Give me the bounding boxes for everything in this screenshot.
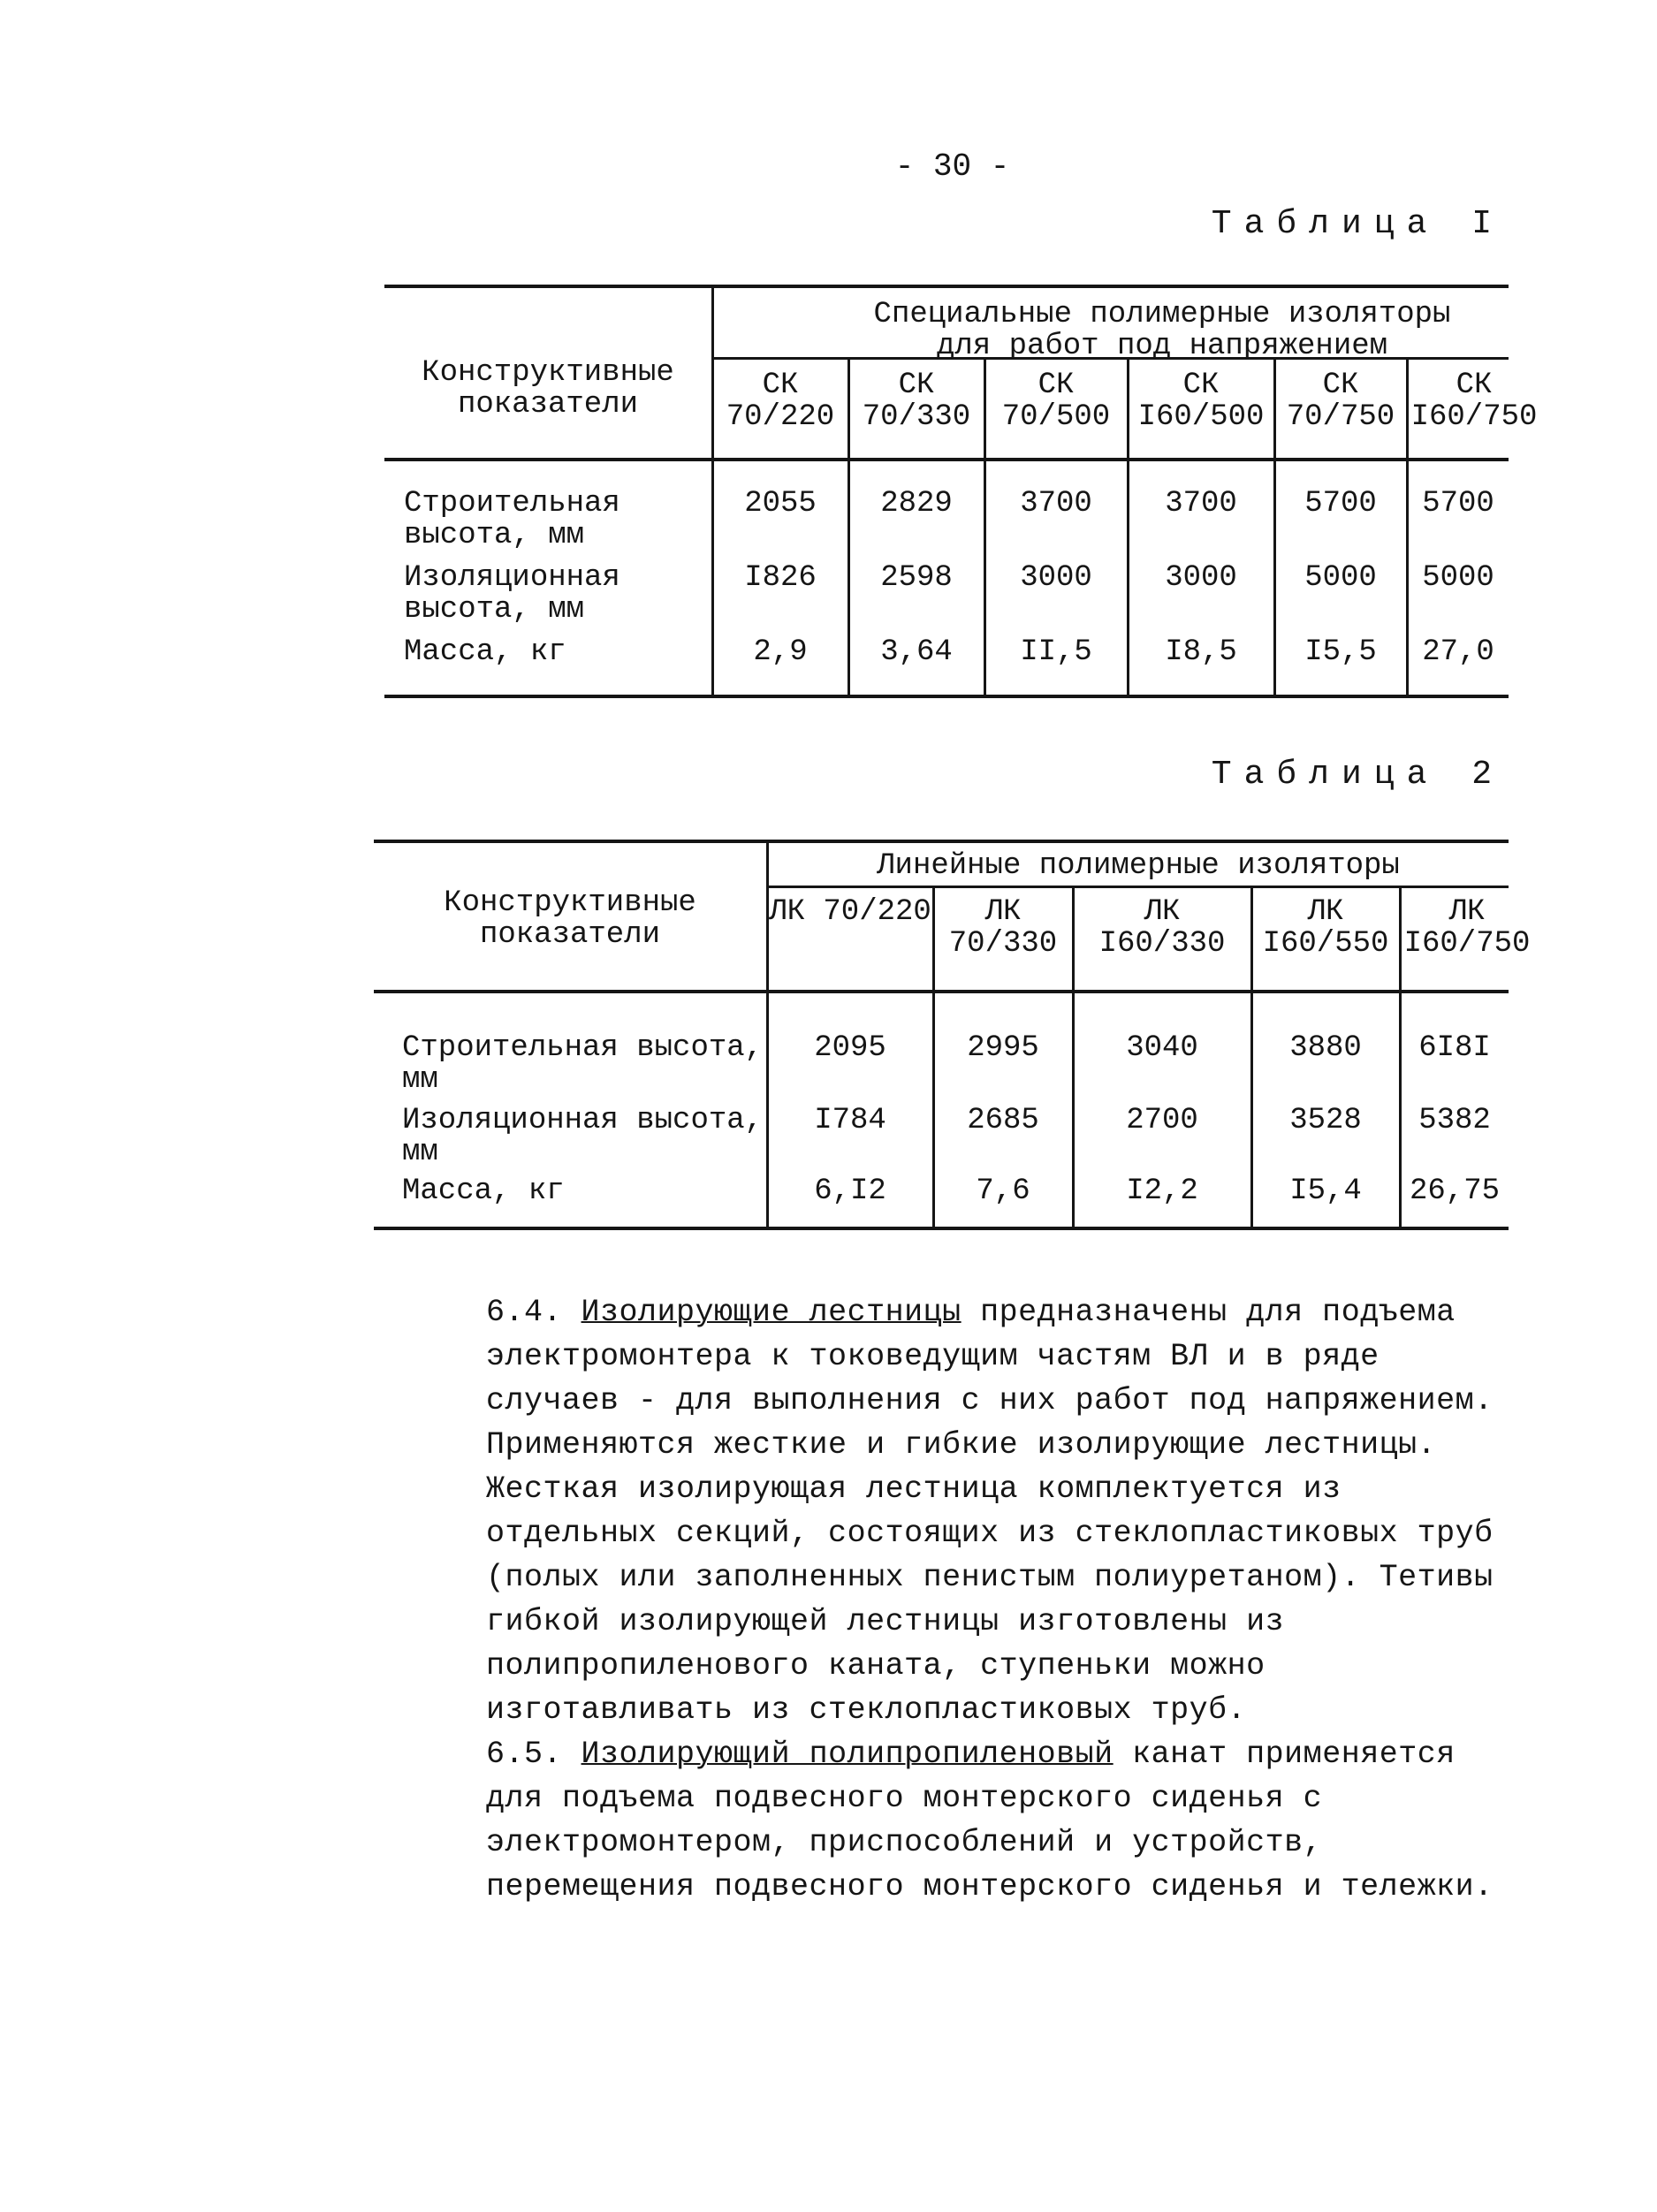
table1-cell: 5000 (1422, 561, 1494, 595)
table2-bottom-rule (374, 1227, 1509, 1230)
table1-cell: 5700 (1304, 487, 1377, 521)
table2-cell: 2685 (967, 1104, 1039, 1137)
section-number: 6.4. (486, 1295, 563, 1330)
table1-cell: 3000 (1165, 561, 1237, 595)
table1-cell: 27,0 (1422, 635, 1494, 669)
table1-cell: 3000 (1020, 561, 1092, 595)
table1-cell: I5,5 (1304, 635, 1377, 669)
table2-row-header-label: Конструктивные показатели (444, 886, 696, 952)
table2-column-header: ЛК I60/550 (1262, 895, 1389, 961)
table1-row-label: Масса, кг (404, 635, 566, 669)
table1-cell: 2055 (744, 487, 817, 521)
table1-caption: Таблица I (1211, 205, 1504, 243)
underlined-term: Изолирующий полипропиленовый (581, 1737, 1114, 1772)
table1-cell: 2,9 (753, 635, 808, 669)
table2 (374, 840, 1531, 1233)
table2-cell: 3528 (1289, 1104, 1362, 1137)
table1-cell: 3700 (1165, 487, 1237, 521)
paragraph: Применяются жесткие и гибкие изолирующие лестницы. Жесткая изолирующая лестница комплектуется из отдельных секций, состоящих из стеклопластиковых труб (полых или заполненных пенистым полиуретаном). Тетивы гибкой изолирующей лестницы изготовлены из полипропиленового каната, ступеньки можно изготавливать из стеклопластиковых труб. (486, 1427, 1494, 1728)
table2-caption: Таблица 2 (1211, 756, 1504, 794)
table2-header-rule (374, 990, 1509, 993)
page-number: - 30 - (894, 148, 1010, 185)
table1-cell: II,5 (1020, 635, 1092, 669)
table1-cell: 3700 (1020, 487, 1092, 521)
table2-cell: 3880 (1289, 1031, 1362, 1065)
table1-group-header: Специальные полимерные изоляторы для работ под напряжением (873, 298, 1451, 363)
table2-cell: 26,75 (1409, 1174, 1501, 1208)
table1-column-header: СК 70/220 (726, 369, 835, 434)
table2-cell: I5,4 (1289, 1174, 1362, 1208)
table1-cell: 5700 (1422, 487, 1494, 521)
table2-cell: 5382 (1418, 1104, 1491, 1137)
table1-column-header: СК I60/500 (1137, 369, 1265, 434)
table1-bottom-rule (384, 695, 1509, 698)
table2-cell: 2995 (967, 1031, 1039, 1065)
table1-cell: 5000 (1304, 561, 1377, 595)
underlined-term: Изолирующие лестницы (581, 1295, 962, 1330)
table1-column-header: СК 70/750 (1286, 369, 1395, 434)
table2-cell: 2700 (1126, 1104, 1198, 1137)
table1-top-rule (384, 285, 1509, 288)
section-number: 6.5. (486, 1737, 563, 1772)
table1-cell: I826 (744, 561, 817, 595)
table1-cell: I8,5 (1165, 635, 1237, 669)
table2-row-label: Строительная высота, мм (402, 1031, 764, 1097)
table1-row-label: Строительная высота, мм (404, 487, 620, 552)
table2-column-header: ЛК 70/330 (948, 895, 1058, 961)
table2-cell: 2095 (814, 1031, 886, 1065)
table2-row-label: Изоляционная высота, мм (402, 1104, 764, 1169)
table2-cell: I784 (814, 1104, 886, 1137)
paragraph-text: канат применяется для подъема подвесного монтерского сиденья с электромонтером, приспособлений и устройств, перемещения подвесного монтерского сиденья и тележки. (486, 1737, 1494, 1904)
table1-column-header: СК 70/500 (1001, 369, 1111, 434)
table1-cell: 2598 (880, 561, 953, 595)
table2-group-header: Линейные полимерные изоляторы (877, 849, 1400, 883)
table1 (384, 285, 1538, 700)
table2-column-header: ЛК I60/330 (1098, 895, 1226, 961)
table1-column-header: СК 70/330 (862, 369, 971, 434)
table2-column-header: ЛК 70/220 (769, 895, 931, 929)
table2-top-rule (374, 840, 1509, 843)
table2-column-header: ЛК I60/750 (1403, 895, 1531, 961)
table2-cell: 6,I2 (814, 1174, 886, 1208)
table2-row-label: Масса, кг (402, 1174, 565, 1208)
paragraph-text: предназначены для подъема электромонтера к токоведущим частям ВЛ и в ряде случаев - для выполнения с них работ под напряжением. (486, 1295, 1494, 1418)
body-text (403, 1290, 1508, 1909)
table2-cell: 7,6 (976, 1174, 1030, 1208)
table1-header-rule (384, 458, 1509, 461)
table2-subheader-rule (768, 886, 1509, 888)
paragraph-6-5 (403, 1732, 1508, 1909)
paragraph-6-4 (403, 1290, 1508, 1423)
table2-cell: 3040 (1126, 1031, 1198, 1065)
table2-cell: I2,2 (1126, 1174, 1198, 1208)
table2-cell: 6I8I (1418, 1031, 1491, 1065)
table1-cell: 2829 (880, 487, 953, 521)
table1-row-header-label: Конструктивные показатели (422, 356, 674, 422)
table1-row-label: Изоляционная высота, мм (404, 561, 620, 627)
table1-cell: 3,64 (880, 635, 953, 669)
table1-column-header: СК I60/750 (1410, 369, 1538, 434)
